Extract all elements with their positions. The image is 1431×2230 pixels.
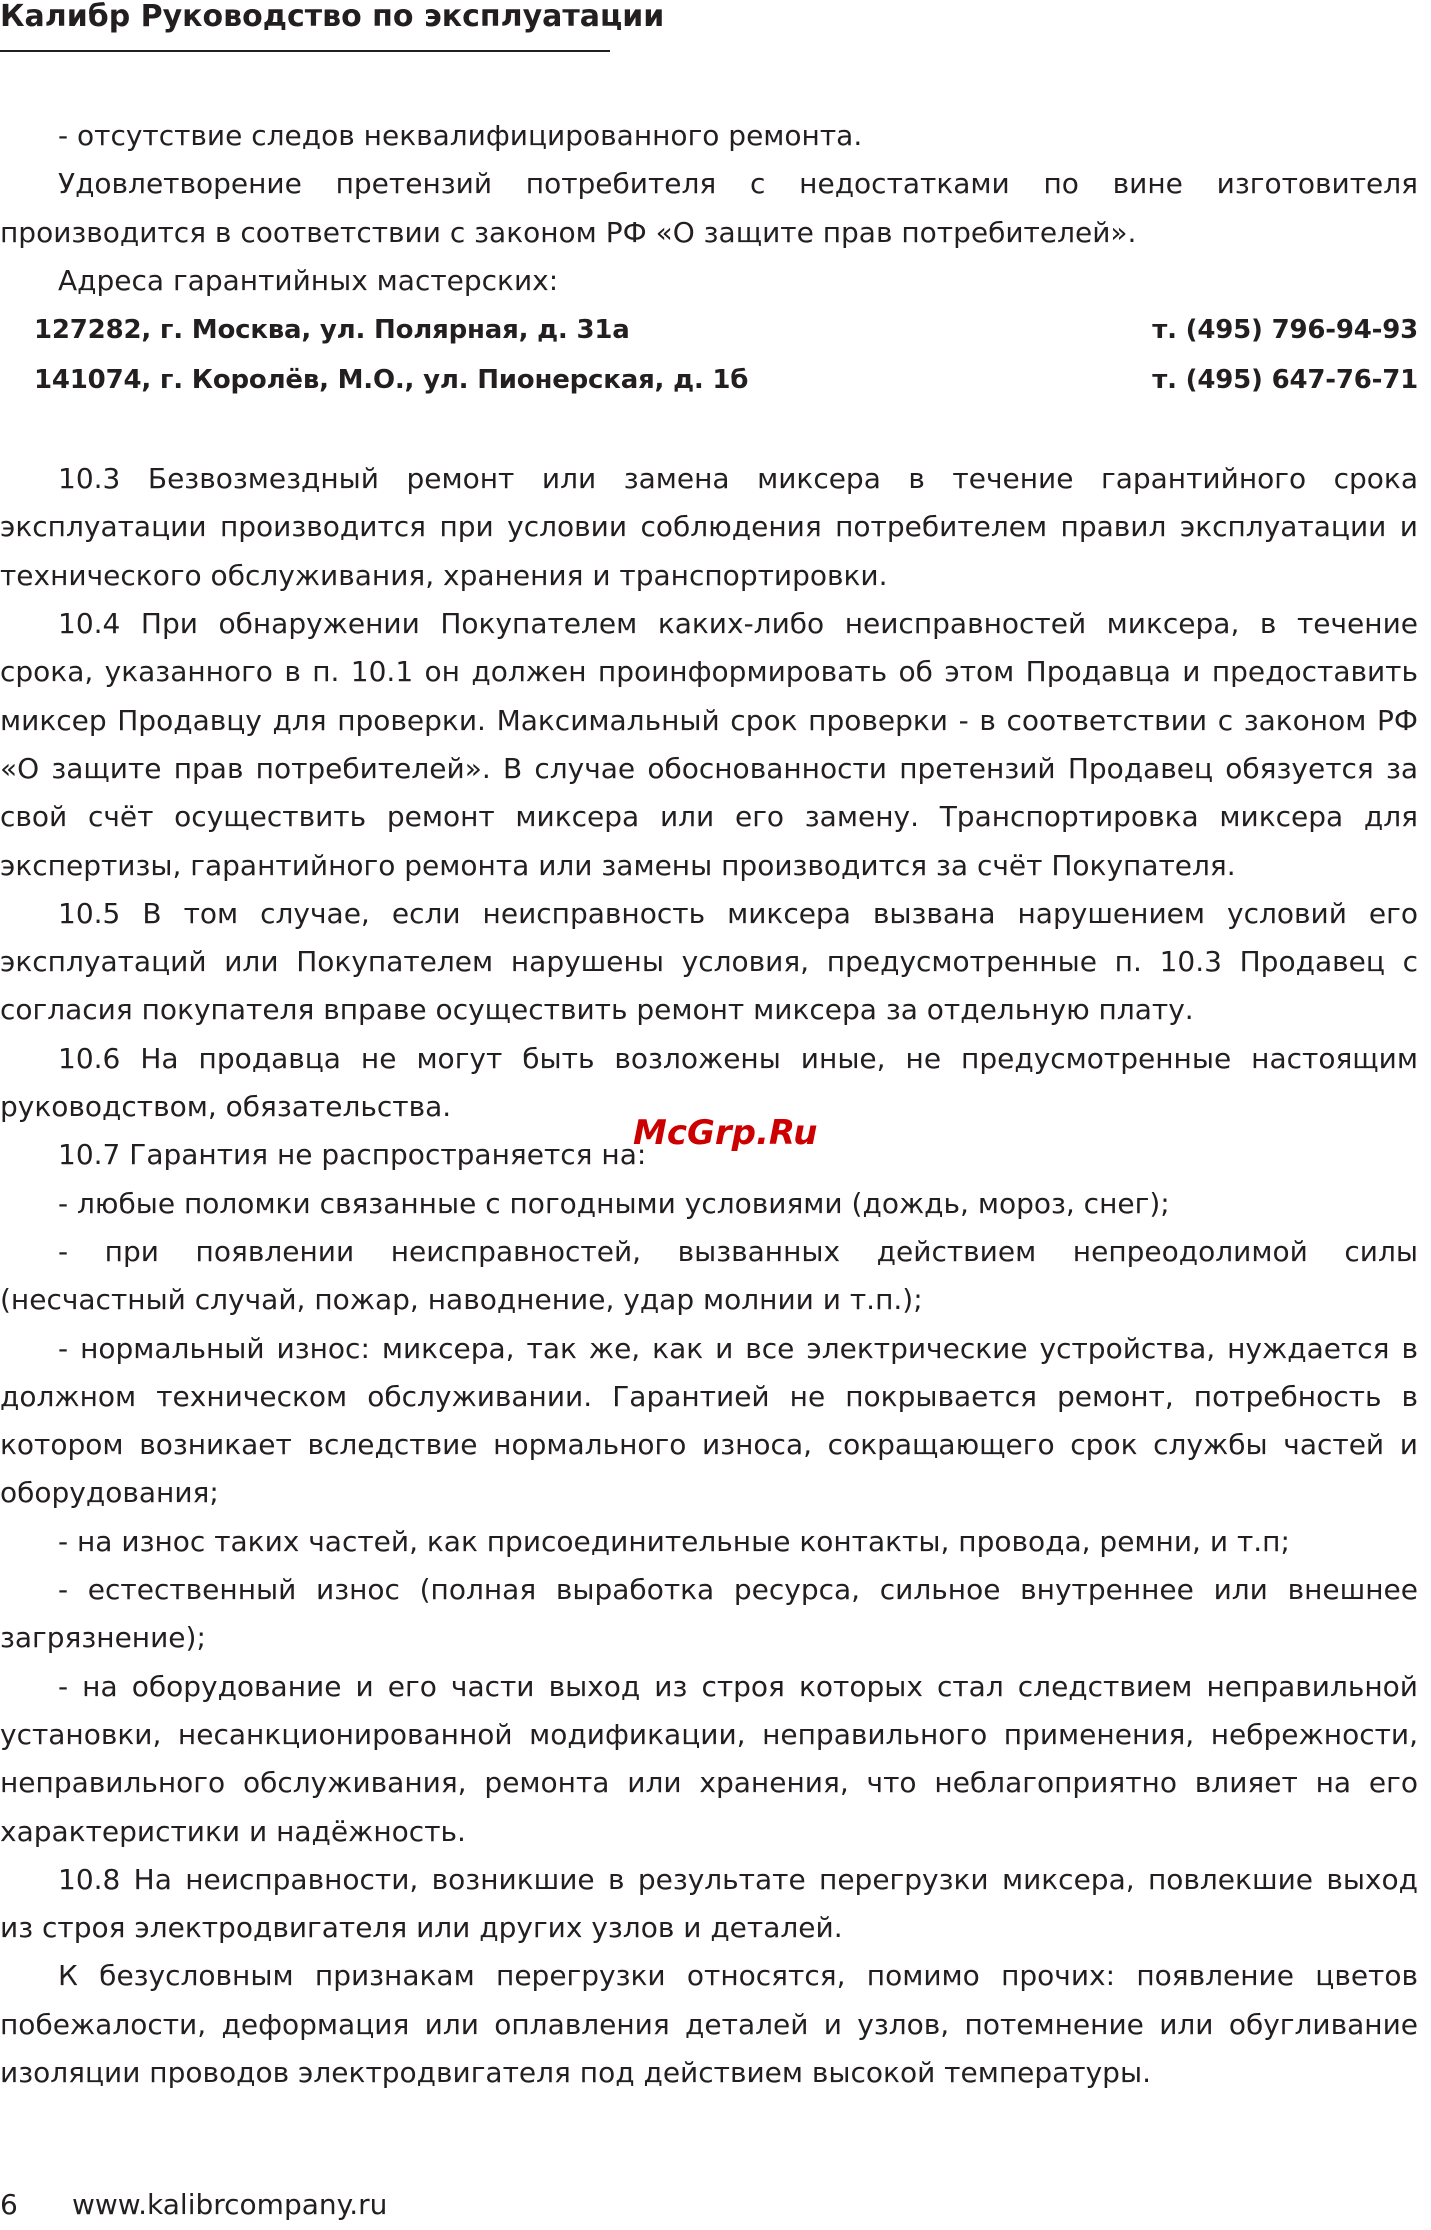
document-body — [0, 112, 1418, 2097]
address-text: 141074, г. Королёв, М.О., ул. Пионерская, д. 1б — [34, 365, 749, 396]
body-paragraph: - нормальный износ: миксера, так же, как и все электрические устройства, нуждается в должном техническом обслуживании. Гарантией не покрывается ремонт, потребность в котором возникает вследствие нормального износа, сокращающего срок службы частей и оборудования; — [0, 1331, 1418, 1510]
body-paragraph: Удовлетворение претензий потребителя с недостатками по вине изготовителя производится в соответствии с законом РФ «О защите прав потребителей». — [0, 167, 1418, 249]
body-paragraph: Адреса гарантийных мастерских: — [58, 263, 559, 297]
watermark: McGrp.Ru — [633, 1113, 818, 1153]
body-paragraph: 10.6 На продавца не могут быть возложены иные, не предусмотренные настоящим руководством, обязательства. — [0, 1041, 1418, 1124]
body-paragraph: - при появлении неисправностей, вызванных действием непреодолимой силы (несчастный случай, пожар, наводнение, удар молнии и т.п.); — [0, 1234, 1418, 1317]
body-paragraph: - на оборудование и его части выход из строя которых стал следствием неправильной установки, несанкционированной модификации, неправильного применения, небрежности, неправильного обслуживания, ремонта или хранения, что неблагоприятно влияет на его характеристики и надёжность. — [0, 1669, 1418, 1848]
spacer — [0, 405, 1418, 455]
page-header — [0, 0, 665, 52]
body-paragraph: 10.8 На неисправности, возникшие в результате перегрузки миксера, повлекшие выход из строя электродвигателя или других узлов и деталей. — [0, 1862, 1418, 1945]
page-title: Калибр Руководство по эксплуатации — [0, 0, 665, 34]
body-paragraph: - отсутствие следов неквалифицированного ремонта. — [58, 119, 863, 152]
page-footer — [0, 2187, 387, 2223]
address-row — [0, 305, 1418, 355]
body-paragraph: 10.7 Гарантия не распространяется на: — [58, 1138, 647, 1172]
body-paragraph: - на износ таких частей, как присоединительные контакты, провода, ремни, и т.п; — [58, 1524, 1290, 1558]
body-paragraph: К безусловным признакам перегрузки относятся, помимо прочих: появление цветов побежалости, деформация или оплавления деталей и узлов, потемнение или обугливание изоляции проводов электродвигателя под действием высокой температуры. — [0, 1959, 1418, 2089]
body-paragraph: - любые поломки связанные с погодными условиями (дождь, мороз, снег); — [58, 1186, 1170, 1220]
page-number: 6 — [0, 2188, 18, 2221]
address-row — [0, 355, 1418, 405]
body-paragraph: 10.5 В том случае, если неисправность миксера вызвана нарушением условий его эксплуатаций или Покупателем нарушены условия, предусмотренные п. 10.3 Продавец с согласия покупателя вправе осуществить ремонт миксера за отдельную плату. — [0, 896, 1418, 1027]
phone-text: т. (495) 796-94-93 — [1152, 315, 1418, 346]
body-paragraph: - естественный износ (полная выработка ресурса, сильное внутреннее или внешнее загрязнение); — [0, 1573, 1418, 1655]
body-paragraph: 10.3 Безвозмездный ремонт или замена миксера в течение гарантийного срока эксплуатации производится при условии соблюдения потребителем правил эксплуатации и технического обслуживания, хранения и транспортировки. — [0, 462, 1418, 592]
body-paragraph: 10.4 При обнаружении Покупателем каких-либо неисправностей миксера, в течение срока, указанного в п. 10.1 он должен проинформировать об этом Продавца и предоставить миксер Продавцу для проверки. Максимальный срок проверки - в соответствии с законом РФ «О защите прав потребителей». В случае обоснованности претензий Продавец обязуется за свой счёт осуществить ремонт миксера или его замену. Транспортировка миксера для экспертизы, гарантийного ремонта или замены производится за счёт Покупателя. — [0, 607, 1418, 882]
phone-text: т. (495) 647-76-71 — [1152, 365, 1418, 396]
address-text: 127282, г. Москва, ул. Полярная, д. 31а — [34, 315, 630, 346]
website-link[interactable]: www.kalibrcompany.ru — [72, 2188, 388, 2221]
